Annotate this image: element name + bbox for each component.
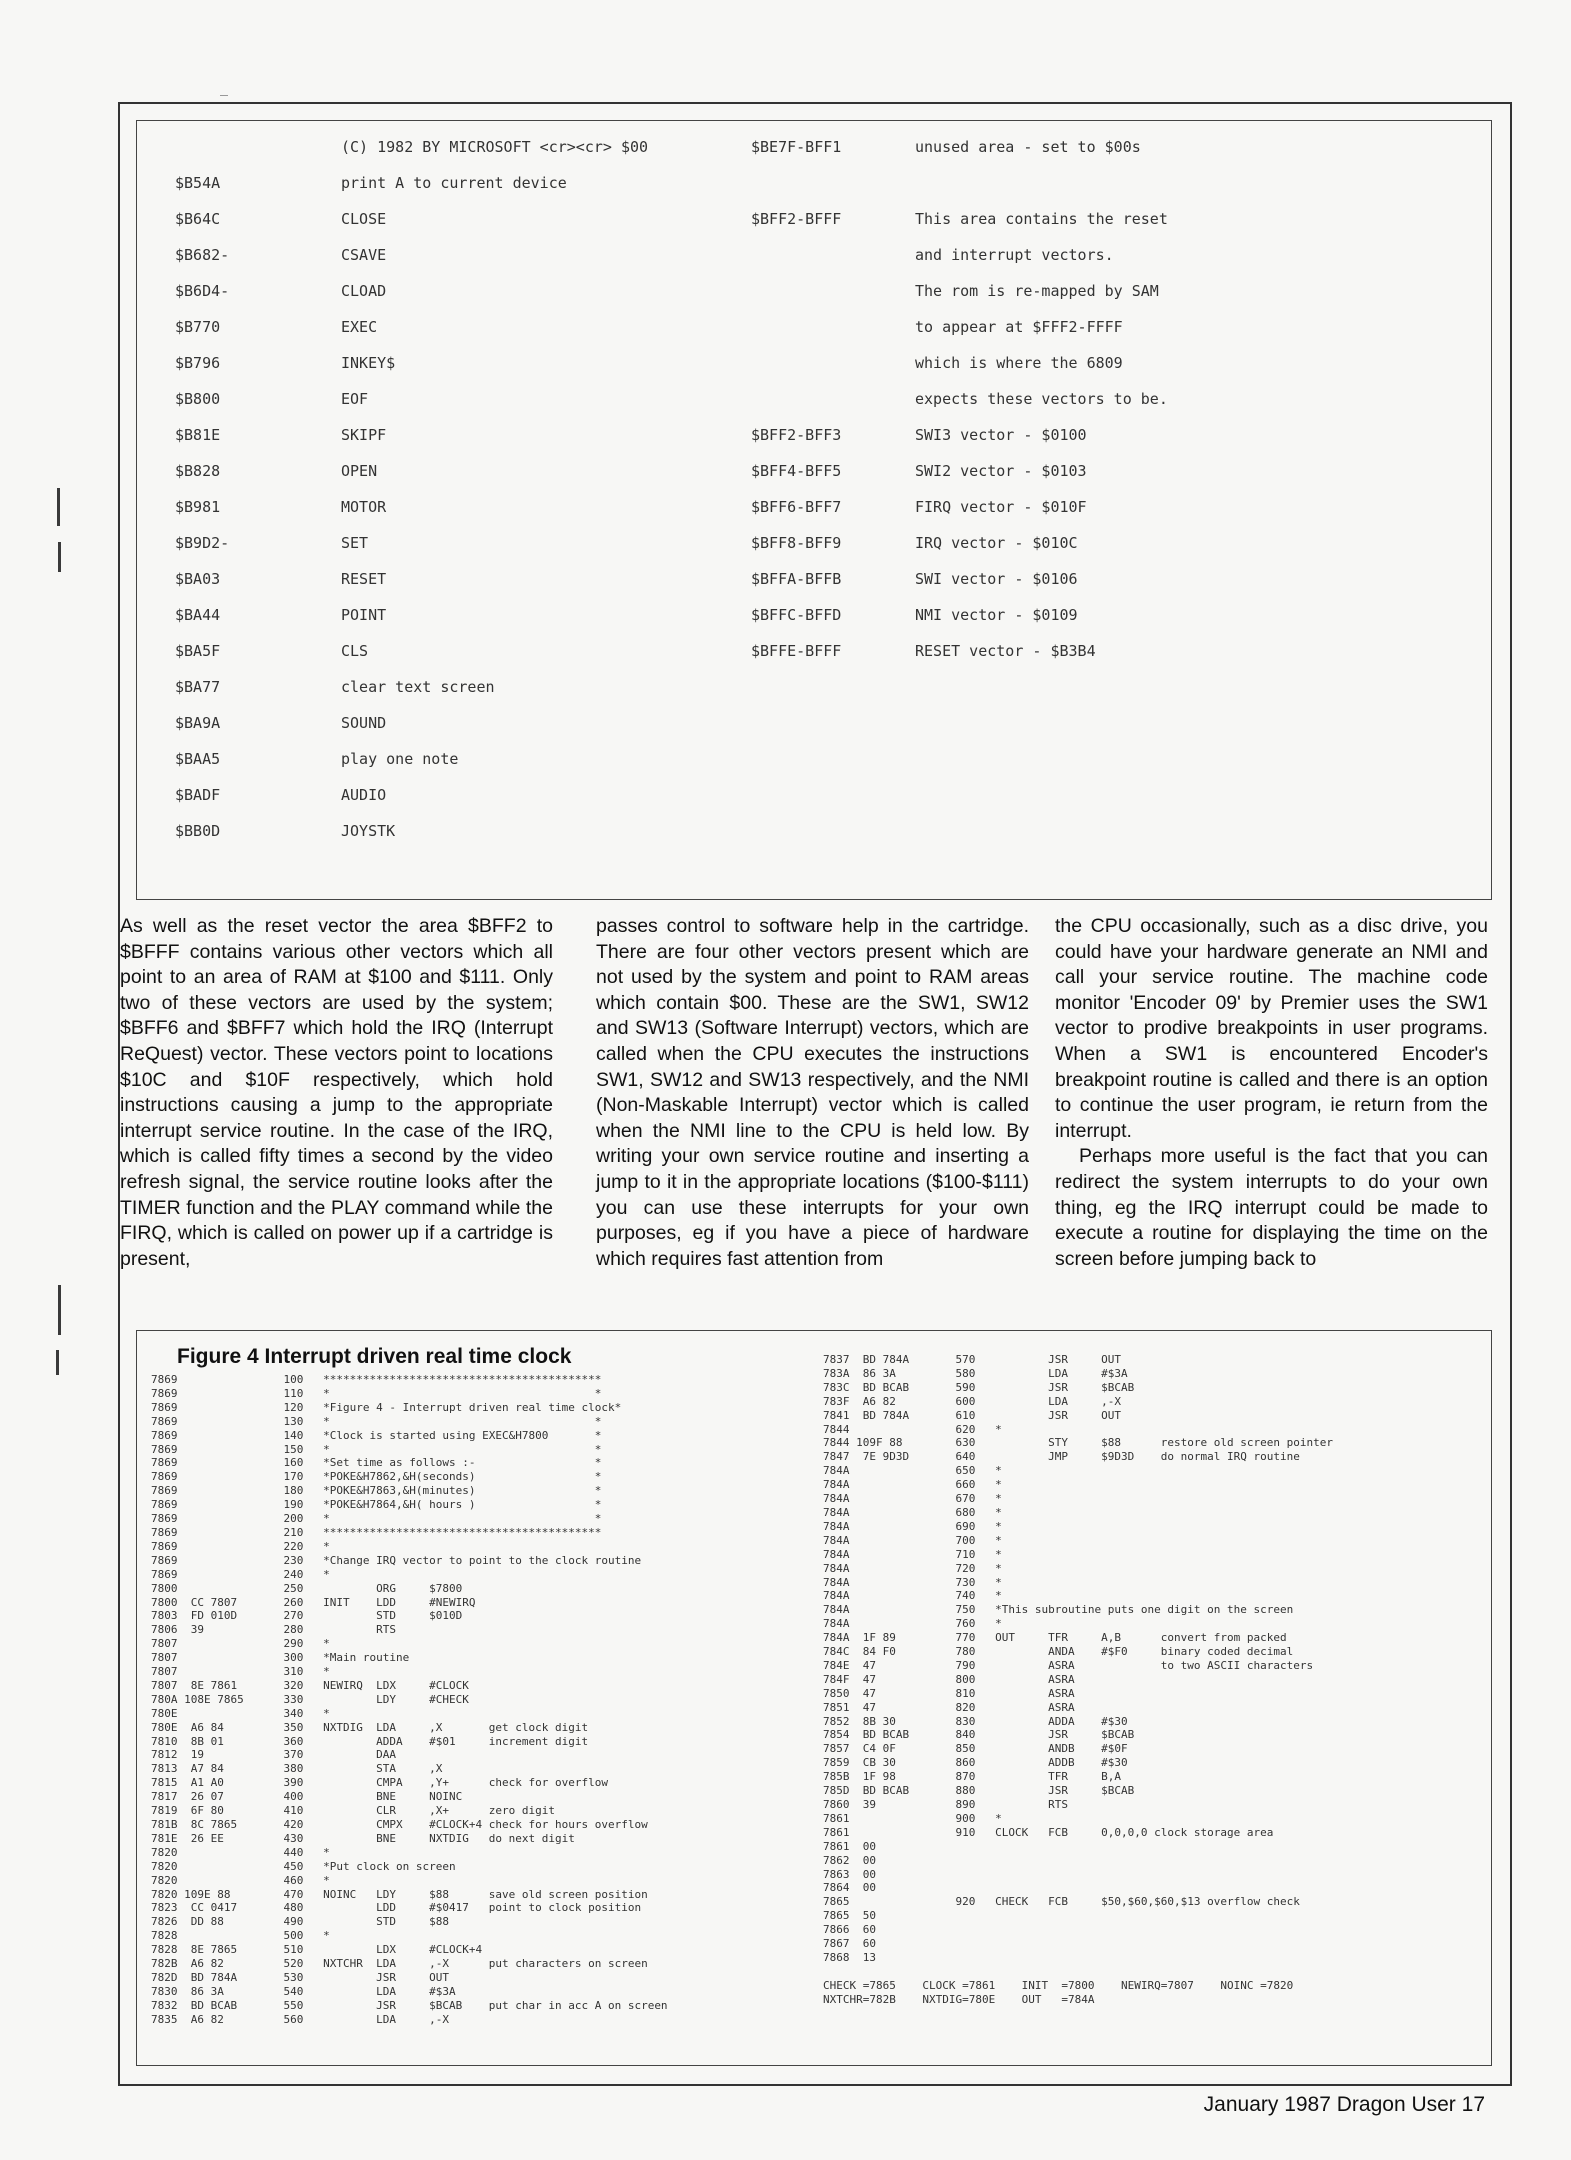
vector-address-cell: $BFF6-BFF7	[751, 498, 842, 516]
address-cell: $B6D4-	[175, 282, 230, 300]
listing-line: 7868 13	[823, 1950, 876, 1964]
listing-line: 7869 200 * *	[151, 1512, 602, 1526]
listing-line: 7806 39 280 RTS	[151, 1623, 397, 1637]
address-cell: $B796	[175, 354, 221, 372]
address-cell: $B81E	[175, 426, 221, 444]
listing-line: 7826 DD 88 490 STD $88	[151, 1915, 450, 1929]
listing-line: 7841 BD 784A 610 JSR OUT	[823, 1408, 1122, 1422]
routine-cell: RESET	[341, 570, 387, 588]
listing-line: 784A 700 *	[823, 1533, 1002, 1547]
listing-line: 7869 190 *POKE&H7864,&H( hours ) *	[151, 1498, 602, 1512]
listing-line: 7820 460 *	[151, 1873, 330, 1887]
memory-table-row	[137, 354, 1491, 378]
routine-cell: CLS	[341, 642, 369, 660]
listing-line: 7817 26 07 400 BNE NOINC	[151, 1790, 463, 1804]
listing-line: 7800 250 ORG $7800	[151, 1581, 463, 1595]
listing-line: 7861 00	[823, 1839, 876, 1853]
routine-cell: play one note	[341, 750, 459, 768]
routine-cell: JOYSTK	[341, 822, 396, 840]
listing-line: 7862 00	[823, 1853, 876, 1867]
address-cell: $BA9A	[175, 714, 221, 732]
description-cell: RESET vector - $B3B4	[915, 642, 1096, 660]
article-column-2	[596, 914, 1029, 1272]
left-edge-mark	[57, 488, 60, 526]
listing-line: 7869 210 ******************************************	[151, 1525, 602, 1539]
assembly-listing-right	[823, 1353, 1333, 2007]
description-cell: SWI2 vector - $0103	[915, 462, 1087, 480]
article-paragraph: As well as the reset vector the area $BFF2 to $BFFF contains various other vectors which all point to an area of RAM at $100 and $111. Only two of these vectors are used by the system; $BFF6 and $BFF7 which hold the IRQ (Interrupt ReQuest) vector. These vectors point to locations $10C and $10F respectively, which hold instructions causing a jump to the appropriate interrupt service routine. In the case of the IRQ, which is called fifty times a second by the video refresh signal, the service routine looks after the TIMER function and the PLAY command while the FIRQ, which is called on power up if a cartridge is present,	[120, 915, 553, 1270]
assembly-listing-left	[151, 1373, 668, 2027]
listing-line: 783C BD BCAB 590 JSR $BCAB	[823, 1380, 1135, 1394]
listing-line: 7844 620 *	[823, 1422, 1002, 1436]
memory-table-row	[137, 282, 1491, 306]
memory-table-row	[137, 678, 1491, 702]
listing-line: 7861 900 *	[823, 1811, 1002, 1825]
article-paragraph: the CPU occasionally, such as a disc drive, you could have your hardware generate an NMI and call your service routine. The machine code monitor 'Encoder 09' by Premier uses the SW1 vector to prodive breakpoints in user programs. When a SW1 is encountered Encoder's breakpoint routine is called and there is an option to continue the user program, ie return from the interrupt.	[1055, 915, 1488, 1142]
listing-line: 7807 300 *Main routine	[151, 1651, 410, 1665]
memory-table-row	[137, 714, 1491, 738]
listing-line: 7847 7E 9D3D 640 JMP $9D3D do normal IRQ routine	[823, 1450, 1300, 1464]
listing-line: 784A 670 *	[823, 1492, 1002, 1506]
listing-line: 7866 60	[823, 1923, 876, 1937]
listing-line: 7869 110 * *	[151, 1386, 602, 1400]
memory-table-row	[137, 606, 1491, 630]
listing-line: 7869 100 ******************************************	[151, 1373, 602, 1386]
listing-line: 7807 290 *	[151, 1637, 330, 1651]
listing-line: 7823 CC 0417 480 LDD #$0417 point to clock position	[151, 1901, 642, 1915]
listing-line: 7869 230 *Change IRQ vector to point to the clock routine	[151, 1553, 642, 1567]
listing-line: 7820 440 *	[151, 1845, 330, 1859]
listing-line: 7863 00	[823, 1867, 876, 1881]
listing-line: 782B A6 82 520 NXTCHR LDA ,-X put characters on screen	[151, 1957, 648, 1971]
description-cell: SWI vector - $0106	[915, 570, 1078, 588]
address-cell: $B54A	[175, 174, 221, 192]
routine-cell: CLOAD	[341, 282, 387, 300]
routine-cell: OPEN	[341, 462, 378, 480]
description-cell: The rom is re-mapped by SAM	[915, 282, 1159, 300]
listing-line: 785B 1F 98 870 TFR B,A	[823, 1770, 1122, 1784]
description-cell: unused area - set to $00s	[915, 138, 1141, 156]
listing-line: 784A 1F 89 770 OUT TFR A,B convert from packed	[823, 1631, 1287, 1645]
listing-line: 7832 BD BCAB 550 JSR $BCAB put char in acc A on screen	[151, 1998, 668, 2012]
description-cell: This area contains the reset	[915, 210, 1168, 228]
address-cell: $B981	[175, 498, 221, 516]
listing-line: 784C 84 F0 780 ANDA #$F0 binary coded decimal	[823, 1645, 1294, 1659]
description-cell: to appear at $FFF2-FFFF	[915, 318, 1123, 336]
address-cell: $B682-	[175, 246, 230, 264]
listing-line: 782D BD 784A 530 JSR OUT	[151, 1970, 450, 1984]
left-edge-mark	[58, 1285, 61, 1335]
listing-line: 7865 50	[823, 1909, 876, 1923]
vector-address-cell: $BFF8-BFF9	[751, 534, 842, 552]
routine-cell: CLOSE	[341, 210, 387, 228]
listing-line: 7810 8B 01 360 ADDA #$01 increment digit	[151, 1734, 589, 1748]
vector-address-cell: $BFFC-BFFD	[751, 606, 842, 624]
memory-table-row	[137, 822, 1491, 846]
listing-line: 7820 450 *Put clock on screen	[151, 1859, 456, 1873]
vector-address-cell: $BFF2-BFF3	[751, 426, 842, 444]
routine-cell: EOF	[341, 390, 369, 408]
listing-line: 784A 680 *	[823, 1505, 1002, 1519]
memory-table-row	[137, 642, 1491, 666]
address-cell: $B770	[175, 318, 221, 336]
description-cell: which is where the 6809	[915, 354, 1123, 372]
listing-line: 7869 160 *Set time as follows :- *	[151, 1456, 602, 1470]
listing-line: 7864 00	[823, 1881, 876, 1895]
memory-table-row	[137, 462, 1491, 486]
article-paragraph: Perhaps more useful is the fact that you can redirect the system interrupts to do your own thing, eg the IRQ interrupt could be made to execute a routine for displaying the time on the screen before jumping back to	[1055, 1145, 1488, 1270]
listing-line: 784F 47 800 ASRA	[823, 1672, 1075, 1686]
memory-table-row	[137, 426, 1491, 450]
address-cell: $B64C	[175, 210, 221, 228]
listing-line: 784A 660 *	[823, 1478, 1002, 1492]
listing-line: 7807 310 *	[151, 1665, 330, 1679]
listing-line: NXTCHR=782B NXTDIG=780E OUT =784A	[823, 1992, 1095, 2006]
routine-cell: clear text screen	[341, 678, 495, 696]
address-cell: $BA77	[175, 678, 221, 696]
memory-table-row	[137, 174, 1491, 198]
routine-cell: MOTOR	[341, 498, 387, 516]
page-footer: January 1987 Dragon User 17	[1203, 2093, 1485, 2116]
listing-line: 7812 19 370 DAA	[151, 1748, 397, 1762]
figure-title: Figure 4 Interrupt driven real time clock	[177, 1345, 572, 1368]
memory-map-table	[136, 120, 1492, 900]
listing-line: 7861 910 CLOCK FCB 0,0,0,0 clock storage area	[823, 1825, 1274, 1839]
listing-line: 7852 8B 30 830 ADDA #$30	[823, 1714, 1128, 1728]
listing-line: 7859 CB 30 860 ADDB #$30	[823, 1756, 1128, 1770]
description-cell: NMI vector - $0109	[915, 606, 1078, 624]
article-text	[120, 914, 1505, 1324]
description-cell: SWI3 vector - $0100	[915, 426, 1087, 444]
listing-line: 7835 A6 82 560 LDA ,-X	[151, 2012, 450, 2026]
listing-line: 7813 A7 84 380 STA ,X	[151, 1762, 443, 1776]
address-cell: $B800	[175, 390, 221, 408]
listing-line: 784A 730 *	[823, 1575, 1002, 1589]
listing-line	[823, 1965, 1333, 1979]
routine-cell: EXEC	[341, 318, 378, 336]
listing-line: 784A 690 *	[823, 1519, 1002, 1533]
memory-table-row	[137, 390, 1491, 414]
listing-line: 7854 BD BCAB 840 JSR $BCAB	[823, 1728, 1135, 1742]
listing-line: 7800 CC 7807 260 INIT LDD #NEWIRQ	[151, 1595, 476, 1609]
listing-line: 784A 760 *	[823, 1617, 1002, 1631]
listing-line: CHECK =7865 CLOCK =7861 INIT =7800 NEWIRQ=7807 NOINC =7820	[823, 1978, 1294, 1992]
routine-cell: SET	[341, 534, 369, 552]
article-column-3	[1055, 914, 1488, 1272]
address-cell: $BADF	[175, 786, 221, 804]
listing-line: 7865 920 CHECK FCB $50,$60,$60,$13 overflow check	[823, 1895, 1300, 1909]
article-paragraph: passes control to software help in the cartridge. There are four other vectors present which are not used by the system and point to RAM areas which contain $00. These are the SW1, SW12 and SW13 (Software Interrupt) vectors, which are called when the CPU executes the instructions SW1, SW12 and SW13 respectively, and the NMI (Non-Maskable Interrupt) vector which is called when the NMI line to the CPU is held low. By writing your own service routine and inserting a jump to it in the appropriate locations ($100-$111) you can use these interrupts for your own purposes, eg if you have a piece of hardware which requires fast attention from	[596, 915, 1029, 1270]
routine-cell: print A to current device	[341, 174, 567, 192]
address-cell: $BA44	[175, 606, 221, 624]
memory-table-row	[137, 138, 1491, 162]
listing-line: 7830 86 3A 540 LDA #$3A	[151, 1984, 456, 1998]
listing-line: 7869 220 *	[151, 1539, 330, 1553]
listing-line: 784A 720 *	[823, 1561, 1002, 1575]
memory-table-row	[137, 534, 1491, 558]
listing-line: 784A 650 *	[823, 1464, 1002, 1478]
address-cell: $BAA5	[175, 750, 221, 768]
memory-table-row	[137, 786, 1491, 810]
listing-line: 7869 150 * *	[151, 1442, 602, 1456]
routine-cell: AUDIO	[341, 786, 387, 804]
listing-line: 7869 170 *POKE&H7862,&H(seconds) *	[151, 1470, 602, 1484]
listing-line: 781E 26 EE 430 BNE NXTDIG do next digit	[151, 1831, 575, 1845]
listing-line: 7850 47 810 ASRA	[823, 1686, 1075, 1700]
listing-line: 784A 750 *This subroutine puts one digit on the screen	[823, 1603, 1294, 1617]
listing-line: 785D BD BCAB 880 JSR $BCAB	[823, 1784, 1135, 1798]
routine-cell: SOUND	[341, 714, 387, 732]
listing-line: 7869 120 *Figure 4 - Interrupt driven real time clock*	[151, 1400, 622, 1414]
listing-line: 783A 86 3A 580 LDA #$3A	[823, 1366, 1128, 1380]
listing-line: 780E 340 *	[151, 1706, 330, 1720]
address-cell: $B9D2-	[175, 534, 230, 552]
address-cell: $BA03	[175, 570, 221, 588]
vector-address-cell: $BFFE-BFFF	[751, 642, 842, 660]
listing-line: 780E A6 84 350 NXTDIG LDA ,X get clock digit	[151, 1720, 589, 1734]
vector-address-cell: $BFF4-BFF5	[751, 462, 842, 480]
memory-table-row	[137, 210, 1491, 234]
listing-line: 7807 8E 7861 320 NEWIRQ LDX #CLOCK	[151, 1678, 469, 1692]
listing-line: 7851 47 820 ASRA	[823, 1700, 1075, 1714]
listing-line: 7869 240 *	[151, 1567, 330, 1581]
memory-table-row	[137, 750, 1491, 774]
routine-cell: CSAVE	[341, 246, 387, 264]
address-cell: $BB0D	[175, 822, 221, 840]
listing-line: 7828 500 *	[151, 1929, 330, 1943]
listing-line: 7815 A1 A0 390 CMPA ,Y+ check for overflow	[151, 1776, 608, 1790]
listing-line: 780A 108E 7865 330 LDY #CHECK	[151, 1692, 469, 1706]
vector-address-cell: $BFFA-BFFB	[751, 570, 842, 588]
memory-table-row	[137, 318, 1491, 342]
description-cell: FIRQ vector - $010F	[915, 498, 1087, 516]
listing-line: 784A 740 *	[823, 1589, 1002, 1603]
listing-line: 7844 109F 88 630 STY $88 restore old screen pointer	[823, 1436, 1333, 1450]
vector-address-cell: $BE7F-BFF1	[751, 138, 842, 156]
left-edge-mark	[58, 542, 61, 572]
listing-line: 7869 130 * *	[151, 1414, 602, 1428]
routine-cell: INKEY$	[341, 354, 396, 372]
listing-line: 7803 FD 010D 270 STD $010D	[151, 1609, 463, 1623]
figure-4-listing	[136, 1330, 1492, 2066]
memory-table-row	[137, 498, 1491, 522]
listing-line: 7869 180 *POKE&H7863,&H(minutes) *	[151, 1484, 602, 1498]
article-column-1	[120, 914, 553, 1272]
listing-line: 7869 140 *Clock is started using EXEC&H7800 *	[151, 1428, 602, 1442]
memory-table-row	[137, 570, 1491, 594]
listing-line: 7820 109E 88 470 NOINC LDY $88 save old screen position	[151, 1887, 648, 1901]
description-cell: and interrupt vectors.	[915, 246, 1114, 264]
listing-line: 7837 BD 784A 570 JSR OUT	[823, 1353, 1122, 1366]
routine-cell: SKIPF	[341, 426, 387, 444]
routine-cell: (C) 1982 BY MICROSOFT <cr><cr> $00	[341, 138, 649, 156]
listing-line: 784E 47 790 ASRA to two ASCII characters	[823, 1658, 1314, 1672]
listing-line: 7857 C4 0F 850 ANDB #$0F	[823, 1742, 1128, 1756]
listing-line: 7867 60	[823, 1937, 876, 1951]
memory-table-row	[137, 246, 1491, 270]
address-cell: $B828	[175, 462, 221, 480]
listing-line: 7860 39 890 RTS	[823, 1798, 1069, 1811]
listing-line: 7828 8E 7865 510 LDX #CLOCK+4	[151, 1943, 483, 1957]
listing-line: 7819 6F 80 410 CLR ,X+ zero digit	[151, 1804, 555, 1818]
listing-line: 781B 8C 7865 420 CMPX #CLOCK+4 check for hours overflow	[151, 1818, 648, 1831]
vector-address-cell: $BFF2-BFFF	[751, 210, 842, 228]
description-cell: expects these vectors to be.	[915, 390, 1168, 408]
listing-line: 783F A6 82 600 LDA ,-X	[823, 1394, 1122, 1408]
listing-line: 784A 710 *	[823, 1547, 1002, 1561]
description-cell: IRQ vector - $010C	[915, 534, 1078, 552]
top-tick-mark	[220, 95, 228, 96]
routine-cell: POINT	[341, 606, 387, 624]
address-cell: $BA5F	[175, 642, 221, 660]
left-edge-mark	[56, 1350, 59, 1375]
